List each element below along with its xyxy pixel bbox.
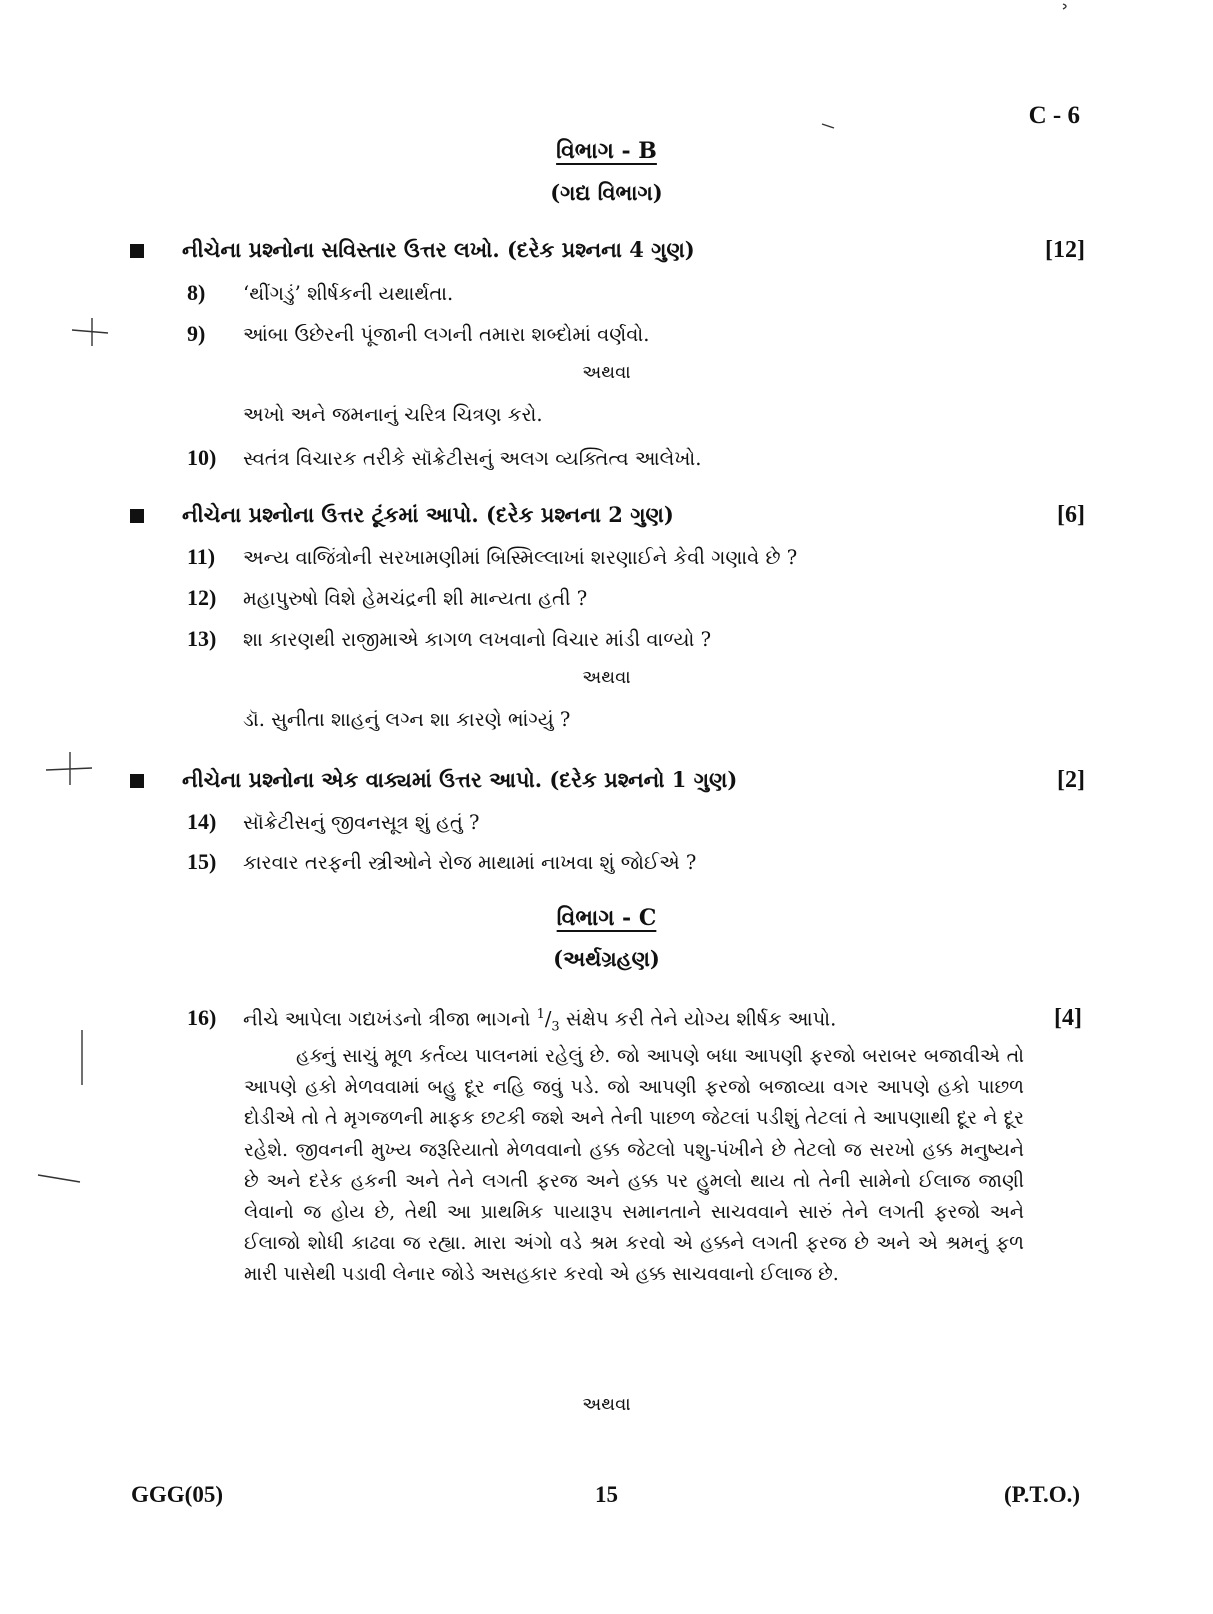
- page-code: C - 6: [1028, 102, 1080, 129]
- question-text: ‘થીંગડું’ શીર્ષકની યથાર્થતા.: [243, 282, 454, 305]
- square-bullet-icon: [130, 509, 144, 523]
- question-number: 12): [187, 585, 217, 610]
- alternative-question: અખો અને જમનાનું ચરિત્ર ચિત્રણ કરો.: [243, 403, 543, 426]
- page-number: 15: [595, 1482, 618, 1507]
- question-number: 9): [187, 321, 206, 346]
- question-14: [187, 809, 1087, 835]
- question-number: 10): [187, 445, 217, 470]
- or-label: અથવા: [582, 1394, 631, 1415]
- please-turn-over: (P.T.O.): [1003, 1482, 1080, 1507]
- section-c-subtitle: (અર્થગ્રહણ): [553, 946, 660, 971]
- section-c-title: [0, 905, 1213, 931]
- question-text: આંબા ઉછેરની પૂંજાની લગની તમારા શબ્દોમાં વર્ણવો.: [243, 323, 650, 346]
- fraction-numerator: 1: [536, 1006, 545, 1022]
- square-bullet-icon: [130, 244, 144, 258]
- question-text: મહાપુરુષો વિશે હેમચંદ્રની શી માન્યતા હતી ?: [243, 587, 588, 610]
- question-number: 8): [187, 280, 206, 305]
- section-b-title-text: વિભાગ - B: [556, 138, 657, 164]
- section-c-title-text: વિભાગ - C: [556, 905, 657, 931]
- question-text: અન્ય વાજિંત્રોની સરખામણીમાં બિસ્મિલ્લાખાં શરણાઈને કેવી ગણાવે છે ?: [243, 546, 798, 569]
- question-text: સ્વતંત્ર વિચારક તરીકે સૉક્રેટીસનું અલગ વ્યક્તિત્વ આલેખો.: [243, 447, 702, 470]
- question-text: સૉક્રેટીસનું જીવનસૂત્ર શું હતું ?: [243, 811, 480, 834]
- question-text: નીચે આપેલા ગદ્યખંડનો ત્રીજા ભાગનો $^1/_3$ સંક્ષેપ કરી તેને યોગ્ય શીર્ષક આપો.: [243, 1006, 837, 1034]
- question-number: 16): [187, 1005, 217, 1030]
- instruction-text: નીચેના પ્રશ્નોના એક વાક્યમાં ઉત્તર આપો. (દરેક પ્રશ્નનો 1 ગુણ): [182, 767, 738, 792]
- question-text: કારવાર તરફની સ્ત્રીઓને રોજ માથામાં નાખવા શું જોઈએ ?: [243, 851, 697, 874]
- alternative-question: ડૉ. સુનીતા શાહનું લગ્ન શા કારણે ભાંગ્યું ?: [243, 708, 571, 731]
- question-text-end: સંક્ષેપ કરી તેને યોગ્ય શીર્ષક આપો.: [559, 1007, 837, 1030]
- question-11: [187, 544, 1087, 570]
- question-13: [187, 626, 1087, 652]
- or-label: અથવા: [582, 362, 631, 383]
- question-16: [187, 1005, 1082, 1034]
- instruction-group-2: [130, 502, 1085, 529]
- marks-label: [12]: [1045, 237, 1085, 263]
- or-label: અથવા: [582, 667, 631, 688]
- question-number: 15): [187, 849, 217, 874]
- marks-label: [4]: [1054, 1005, 1082, 1031]
- instruction-text: નીચેના પ્રશ્નોના સવિસ્તાર ઉત્તર લખો. (દરેક પ્રશ્નના 4 ગુણ): [182, 237, 695, 262]
- instruction-group-1: [130, 237, 1085, 264]
- comprehension-passage: [244, 1041, 1024, 1291]
- question-10: [187, 445, 1087, 471]
- question-number: 14): [187, 809, 217, 834]
- section-b-subtitle: (ગદ્ય વિભાગ): [550, 180, 663, 205]
- marks-label: [6]: [1057, 502, 1085, 528]
- section-b-title: [0, 138, 1213, 164]
- marks-label: [2]: [1057, 767, 1085, 793]
- question-9: [187, 321, 1087, 347]
- paper-code: GGG(05): [131, 1482, 223, 1507]
- instruction-group-3: [130, 767, 1085, 794]
- question-number: 13): [187, 626, 217, 651]
- square-bullet-icon: [130, 774, 144, 788]
- fraction-denominator: 3: [551, 1018, 560, 1034]
- question-text: શા કારણથી રાજીમાએ કાગળ લખવાનો વિચાર માંડી વાળ્યો ?: [243, 628, 712, 651]
- passage-text: હક્નું સાચું મૂળ કર્તવ્ય પાલનમાં રહેલું છે. જો આપણે બધા આપણી ફરજો બરાબર બજાવીએ તો આપણે હકો મેળવવામાં બહુ દૂર નહિ જવું પડે. જો આપણી ફરજો બજાવ્યા વગર આપણે હકો પાછળ દોડીએ તો તે મૃગજળની માફક છટકી જશે અને તેની પાછળ જેટલાં પડીશું તેટલાં તે આપણાથી દૂર ને દૂર રહેશે. જીવનની મુખ્ય જરૂરિયાતો મેળવવાનો હક્ક જેટલો પશુ-પંખીને છે તેટલો જ સરખો હક્ક મનુષ્યને છે અને દરેક હકની અને તેને લગતી ફરજ અને હક્ક પર હુમલો થાય તો તેની સામેનો ઈલાજ જાણી લેવાનો જ હોય છે, તેથી આ પ્રાથમિક પાયારૂપ સમાનતાને સાચવવાને સારું તેને લગતી ફરજો અને ઈલાજો શોધી કાઢવા જ રહ્યા. મારા અંગો વડે શ્રમ કરવો એ હક્કને લગતી ફરજ છે અને એ શ્રમનું ફળ મારી પાસેથી પડાવી લેનાર જોડે અસહકાર કરવો એ હક્ક સાચવવાનો ઈલાજ છે.: [244, 1045, 1024, 1286]
- question-text-start: નીચે આપેલા ગદ્યખંડનો ત્રીજા ભાગનો: [243, 1007, 537, 1030]
- question-15: [187, 849, 1087, 875]
- instruction-text: નીચેના પ્રશ્નોના ઉત્તર ટૂંકમાં આપો. (દરેક પ્રશ્નના 2 ગુણ): [182, 502, 674, 527]
- question-12: [187, 585, 1087, 611]
- question-8: [187, 280, 1087, 306]
- question-number: 11): [187, 544, 216, 569]
